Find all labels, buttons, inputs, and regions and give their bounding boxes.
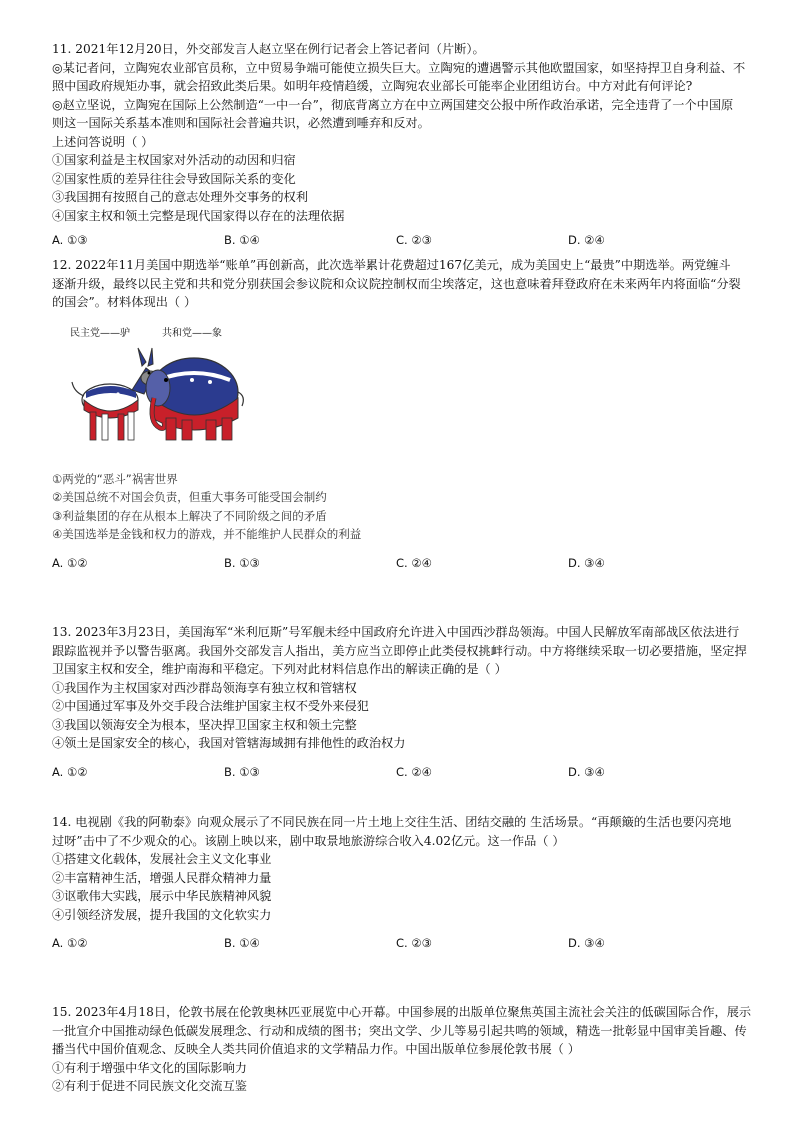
q12-choices xyxy=(52,554,741,572)
choice-b[interactable]: B. ①④ xyxy=(224,936,260,950)
cartoon-label-democrat: 民主党——驴 xyxy=(70,327,130,339)
q12-option: ①两党的“恶斗”祸害世界 xyxy=(52,471,178,486)
question-14 xyxy=(52,813,740,952)
q13-option: ③我国以领海安全为根本，坚决捍卫国家主权和领土完整 xyxy=(52,717,357,732)
q12-option: ③利益集团的存在从根本上解决了不同阶级之间的矛盾 xyxy=(52,508,327,523)
choice-a[interactable]: A. ①② xyxy=(52,764,88,779)
q12-line: 的国会”。材料体现出（ ） xyxy=(52,295,197,309)
choice-c[interactable]: C. ②④ xyxy=(396,764,432,779)
choice-d[interactable]: D. ②④ xyxy=(568,233,605,247)
cartoon-label-republican: 共和党——象 xyxy=(162,327,222,339)
choice-c[interactable]: C. ②③ xyxy=(396,233,432,247)
choice-a[interactable]: A. ①② xyxy=(52,936,88,950)
choice-b[interactable]: B. ①③ xyxy=(224,764,260,779)
q11-line: ◎某记者问，立陶宛农业部官员称，立中贸易争端可能使立损失巨大。立陶宛的遭遇警示其他欧盟国家，如坚持捍卫自身利益、不 xyxy=(52,60,746,75)
q14-option: ①搭建文化载体，发展社会主义文化事业 xyxy=(52,852,272,866)
choice-a[interactable]: A. ①② xyxy=(52,555,88,570)
question-12 xyxy=(52,256,741,572)
q15-option: ①有利于增强中华文化的国际影响力 xyxy=(52,1060,247,1075)
q11-line: 照中国政府规矩办事，就会招致此类后果。如明年疫情趋缓，立陶宛农业部长可能率企业团组访台。中方对此有何评论? xyxy=(52,79,693,93)
question-13 xyxy=(52,623,747,781)
q15-line: 播当代中国价值观念、反映全人类共同价值追求的文学精品力作。中国出版单位参展伦敦书展（ ） xyxy=(52,1042,580,1056)
q12-line: 12. 2022年11月美国中期选举“账单”再创新高，此次选举累计花费超过167亿美元，成为美国史上“最贵”中期选举。两党缠斗 xyxy=(52,258,731,272)
choice-a[interactable]: A. ①③ xyxy=(52,233,88,247)
choice-d[interactable]: D. ③④ xyxy=(568,936,605,950)
q13-line: 13. 2023年3月23日，美国海军“米利厄斯”号军舰未经中国政府允许进入中国西沙群岛领海。中国人民解放军南部战区依法进行 xyxy=(52,625,740,639)
q12-line: 逐渐升级，最终以民主党和共和党分别获国会参议院和众议院控制权而尘埃落定，这也意味着拜登政府在未来两年内将面临“分裂 xyxy=(52,276,741,291)
choice-b[interactable]: B. ①④ xyxy=(224,233,260,247)
q11-line: 上述问答说明（ ） xyxy=(52,134,154,149)
donkey-elephant-cartoon xyxy=(62,322,252,462)
choice-c[interactable]: C. ②③ xyxy=(396,936,432,950)
donkey-icon xyxy=(72,348,159,440)
q11-option: ④国家主权和领土完整是现代国家得以存在的法理依据 xyxy=(52,208,345,223)
q14-option: ②丰富精神生活，增强人民群众精神力量 xyxy=(52,870,272,885)
choice-d[interactable]: D. ③④ xyxy=(568,555,605,570)
q13-line: 跟踪监视并予以警告驱离。我国外交部发言人指出，美方应当立即停止此类侵权挑衅行动。中方将继续采取一切必要措施，坚定捍 xyxy=(52,643,747,658)
cartoon-illustration xyxy=(62,322,252,462)
q15-line: 一批宣介中国推动绿色低碳发展理念、行动和成绩的图书；突出文学、少儿等易引起共鸣的领域，精选一批彰显中国审美旨趣、传 xyxy=(52,1023,747,1038)
q11-option: ①国家利益是主权国家对外活动的动因和归宿 xyxy=(52,153,296,167)
q14-choices xyxy=(52,934,740,952)
q11-option: ③我国拥有按照自己的意志处理外交事务的权利 xyxy=(52,190,308,204)
q14-option: ④引领经济发展，提升我国的文化软实力 xyxy=(52,907,272,922)
q13-choices xyxy=(52,763,747,781)
q14-option: ③讴歌伟大实践，展示中华民族精神风貌 xyxy=(52,889,272,903)
elephant-icon xyxy=(146,358,243,440)
q14-line: 过呀”击中了不少观众的心。该剧上映以来，剧中取景地旅游综合收入4.02亿元。这一作品（ ） xyxy=(52,833,565,848)
choice-b[interactable]: B. ①③ xyxy=(224,555,260,570)
q11-choices xyxy=(52,231,745,249)
choice-d[interactable]: D. ③④ xyxy=(568,764,605,779)
q14-line: 14. 电视剧《我的阿勒泰》向观众展示了不同民族在同一片土地上交往生活、团结交融的 生活场景。“再颠簸的生活也要闪亮地 xyxy=(52,815,732,829)
q13-option: ②中国通过军事及外交手段合法维护国家主权不受外来侵犯 xyxy=(52,699,369,713)
q11-line: 则这一国际关系基本准则和国际社会普遍共识，必然遭到唾弃和反对。 xyxy=(52,116,430,130)
question-15 xyxy=(52,1003,751,1096)
q12-option: ②美国总统不对国会负责，但重大事务可能受国会制约 xyxy=(52,490,327,504)
q15-line: 15. 2023年4月18日，伦敦书展在伦敦奥林匹亚展览中心开幕。中国参展的出版单位聚焦英国主流社会关注的低碳国际合作，展示 xyxy=(52,1005,752,1019)
q12-option: ④美国选举是金钱和权力的游戏，并不能维护人民群众的利益 xyxy=(52,527,362,541)
choice-c[interactable]: C. ②④ xyxy=(396,555,432,570)
q13-line: 卫国家主权和安全，维护南海和平稳定。下列对此材料信息作出的解读正确的是（ ） xyxy=(52,662,507,676)
q11-line: 11. 2021年12月20日，外交部发言人赵立坚在例行记者会上答记者问（片断）。 xyxy=(52,42,485,56)
q11-option: ②国家性质的差异往往会导致国际关系的变化 xyxy=(52,171,296,186)
question-11 xyxy=(52,40,745,249)
q13-option: ④领土是国家安全的核心，我国对管辖海域拥有排他性的政治权力 xyxy=(52,736,406,750)
q13-option: ①我国作为主权国家对西沙群岛领海享有独立权和管辖权 xyxy=(52,680,357,695)
q15-option: ②有利于促进不同民族文化交流互鉴 xyxy=(52,1079,247,1093)
q11-line: ◎赵立坚说，立陶宛在国际上公然制造“一中一台”，彻底背离立方在中立两国建交公报中所作政治承诺，完全违背了一个中国原 xyxy=(52,97,734,112)
